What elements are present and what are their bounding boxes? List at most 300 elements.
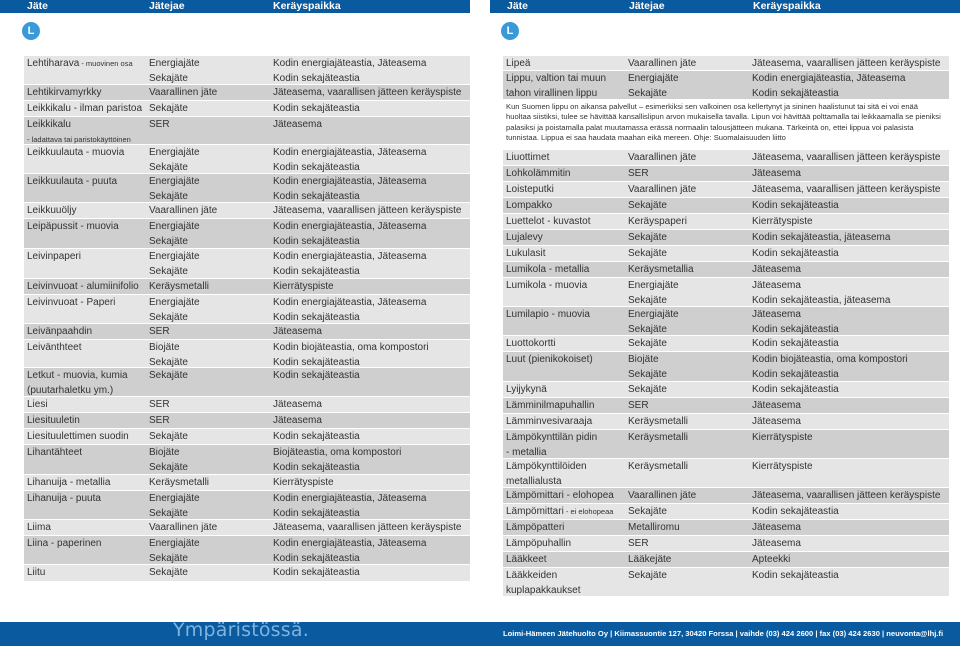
collection-point-text: Kodin energiajäteastia, Jäteasema (273, 493, 427, 504)
waste-type (628, 56, 696, 72)
waste-type-text: Sekajäte (149, 370, 188, 381)
waste-name-text: Liesituulettimen suodin (27, 431, 129, 442)
waste-type (149, 117, 170, 133)
waste-name-text: Lihanuija - puuta (27, 493, 101, 504)
waste-type-text: SER (628, 538, 649, 549)
waste-name (27, 279, 139, 295)
waste-type (149, 101, 188, 117)
waste-name-line2: tahon virallinen lippu (506, 87, 598, 99)
collection-point (273, 219, 426, 249)
collection-point-text: Kodin energiajäteastia, Jäteasema (752, 73, 906, 84)
waste-name-text: Lippu, valtion tai muun (506, 73, 607, 84)
waste-name (27, 249, 81, 265)
waste-type-text: Energiajäte (149, 538, 200, 549)
waste-type-text: Energiajäte (628, 309, 679, 320)
waste-name (27, 413, 80, 429)
collection-point (273, 445, 401, 475)
waste-type (628, 71, 679, 101)
table-row (503, 150, 949, 166)
collection-point (273, 145, 426, 175)
collection-point (752, 336, 839, 352)
table-row (503, 307, 949, 336)
table-row (24, 491, 470, 520)
collection-point-text: Kodin sekajäteastia (273, 265, 360, 277)
waste-name-text: Leivinpaperi (27, 251, 81, 262)
table-row (503, 488, 949, 504)
collection-point-text: Kodin energiajäteastia, Jäteasema (273, 221, 427, 232)
table-row (24, 324, 470, 340)
collection-point-text: Kierrätyspiste (273, 477, 334, 488)
collection-point (273, 475, 334, 491)
collection-point-text: Kodin sekajäteastia (273, 552, 360, 564)
waste-type-text: Vaarallinen jäte (149, 205, 218, 216)
header-place: Keräyspaikka (753, 0, 821, 12)
waste-type-text: SER (149, 415, 170, 426)
collection-point (752, 398, 801, 414)
brand-logo-text: Ympäristössä. (173, 619, 309, 641)
waste-name-text: Leipäpussit - muovia (27, 221, 119, 232)
waste-type-text: Sekajäte (149, 161, 188, 173)
table-row (24, 117, 470, 145)
waste-name-text: Liuottimet (506, 152, 550, 163)
waste-type-text: Sekajäte (628, 323, 667, 335)
waste-type (149, 279, 209, 295)
collection-point-text: Kodin sekajäteastia (273, 356, 360, 368)
waste-name (506, 414, 592, 430)
waste-name-text: Lumilapio - muovia (506, 309, 590, 320)
waste-name-text: Liitu (27, 567, 46, 578)
waste-type-text: Sekajäte (149, 103, 188, 114)
collection-point-text: Jäteasema, vaarallisen jätteen keräyspiste (752, 490, 941, 501)
collection-point (273, 397, 322, 413)
waste-name-qualifier: - muovinen osa (79, 59, 133, 68)
waste-name-text: Leikkuulauta - muovia (27, 147, 125, 158)
collection-point (273, 203, 461, 219)
collection-point-text: Kierrätyspiste (273, 281, 334, 292)
waste-name (506, 262, 589, 278)
collection-point (752, 552, 790, 568)
waste-type-text: Energiajäte (149, 221, 200, 232)
collection-point-text: Kodin sekajäteastia (273, 507, 360, 519)
waste-type-text: Biojäte (628, 354, 659, 365)
waste-type-text: Biojäte (149, 342, 180, 353)
waste-type (149, 324, 170, 340)
collection-point (752, 352, 908, 382)
table-row (503, 398, 949, 414)
waste-name-text: Lumikola - metallia (506, 264, 590, 275)
waste-name-text: Lumikola - muovia (506, 280, 588, 291)
collection-point-text: Kodin energiajäteastia, Jäteasema (273, 176, 427, 187)
collection-point-text: Jäteasema (752, 168, 801, 179)
table-row (24, 397, 470, 413)
waste-name-text: Lihantähteet (27, 447, 83, 458)
collection-point (752, 198, 839, 214)
table-row (24, 101, 470, 117)
collection-point (273, 295, 426, 325)
waste-name (27, 295, 115, 311)
waste-name-text: Luottokortti (506, 338, 556, 349)
table-row (24, 203, 470, 219)
collection-point (752, 166, 801, 182)
collection-point-text: Kodin sekajäteastia (273, 567, 360, 578)
waste-type (149, 397, 170, 413)
collection-point-text: Kodin sekajäteastia (752, 248, 839, 259)
waste-name (27, 536, 102, 552)
waste-name (27, 174, 117, 190)
waste-type (149, 85, 217, 101)
collection-point-text: Biojäteastia, oma kompostori (273, 447, 402, 458)
contact-info: Loimi-Hämeen Jätehuolto Oy | Kiimassuontie 127, 30420 Forssa | vaihde (03) 424 2600 | fax (03) 424 2630 | neuvonta@lhj.fi (503, 629, 944, 638)
waste-name (506, 382, 547, 398)
waste-type (628, 430, 688, 446)
letter-badge: L (22, 22, 40, 40)
waste-type (628, 504, 667, 520)
waste-name-text: Luettelot - kuvastot (506, 216, 591, 227)
collection-point-text: Kodin sekajäteastia (273, 311, 360, 323)
waste-type-text: Keräysmetalli (628, 461, 689, 472)
waste-type (149, 203, 217, 219)
waste-name (506, 198, 552, 214)
table-row (24, 536, 470, 565)
collection-point-text: Kodin sekajäteastia (273, 461, 360, 473)
waste-name-text: Lehtiharava (27, 58, 80, 69)
waste-name (506, 71, 606, 101)
collection-point (752, 71, 905, 101)
collection-point (273, 565, 360, 581)
collection-point (273, 520, 461, 536)
waste-type-text: Biojäte (149, 447, 180, 458)
waste-name (506, 166, 570, 182)
table-row (503, 246, 949, 262)
waste-name (506, 430, 597, 460)
waste-type-text: Vaarallinen jäte (628, 58, 697, 69)
collection-point-text: Jäteasema (752, 416, 801, 427)
waste-name (506, 56, 530, 72)
header-type: Jätejae (149, 0, 185, 12)
table-row (503, 520, 949, 536)
waste-name-text: Leikkikalu - ilman paristoa (27, 103, 143, 114)
collection-point (752, 459, 813, 475)
waste-type (628, 398, 649, 414)
collection-point-text: Jäteasema, vaarallisen jätteen keräyspiste (273, 87, 462, 98)
collection-point (273, 101, 360, 117)
table-row (24, 429, 470, 445)
waste-type (628, 150, 696, 166)
table-row (24, 520, 470, 536)
collection-point (752, 520, 801, 536)
collection-point (273, 324, 322, 340)
collection-point (752, 278, 890, 308)
table-row (24, 56, 470, 85)
collection-point-text: Kodin sekajäteastia (752, 338, 839, 349)
waste-name (506, 520, 564, 536)
waste-name-text: Leikkuuöljy (27, 205, 77, 216)
collection-point (752, 214, 813, 230)
waste-type-text: Sekajäte (628, 506, 667, 517)
collection-point-text: Jäteasema (752, 522, 801, 533)
waste-name-text: Lämpökynttilän pidin (506, 432, 598, 443)
waste-name (27, 475, 110, 491)
waste-type-text: SER (149, 399, 170, 410)
collection-point (273, 491, 426, 521)
waste-name-text: Lämpömittari - elohopea (506, 490, 614, 501)
table-row (503, 552, 949, 568)
collection-point-text: Kodin energiajäteastia, Jäteasema (273, 297, 427, 308)
waste-name-text: Lämminilmapuhallin (506, 400, 595, 411)
table-row (24, 85, 470, 101)
waste-type-text: Keräyspaperi (628, 216, 687, 227)
collection-point (752, 150, 940, 166)
table-row (503, 382, 949, 398)
waste-name-text: Leivinvuoat - Paperi (27, 297, 116, 308)
waste-type-text: Keräysmetalli (628, 416, 689, 427)
waste-name-text: Leikkikalu (27, 119, 71, 130)
collection-point-text: Apteekki (752, 554, 791, 565)
waste-type (149, 491, 200, 521)
waste-type (149, 475, 209, 491)
left-header-bar (0, 0, 470, 13)
collection-point-text: Kodin sekajäteastia (273, 431, 360, 442)
collection-point-text: Kodin sekajäteastia (752, 506, 839, 517)
collection-point (752, 246, 839, 262)
waste-name (27, 429, 129, 445)
table-row (503, 278, 949, 307)
waste-type-text: Energiajäte (628, 73, 679, 84)
table-row (503, 336, 949, 352)
collection-point-text: Kodin sekajäteastia (273, 161, 360, 173)
collection-point-text: Jäteasema, vaarallisen jätteen keräyspiste (752, 58, 941, 69)
waste-name (506, 488, 614, 504)
waste-name (27, 101, 142, 117)
waste-type-text: Sekajäte (149, 265, 188, 277)
collection-point-text: Kodin sekajäteastia (752, 87, 839, 99)
waste-type (628, 246, 667, 262)
waste-name-line2: - metallia (506, 446, 547, 458)
collection-point-text: Kodin energiajäteastia, Jäteasema (273, 147, 427, 158)
waste-type (149, 295, 200, 325)
waste-name (506, 150, 549, 166)
collection-point (752, 262, 801, 278)
waste-type (628, 182, 696, 198)
waste-type (149, 249, 200, 279)
collection-point-text: Jäteasema (752, 264, 801, 275)
waste-type (628, 214, 687, 230)
waste-name (506, 504, 613, 520)
collection-point-text: Jäteasema, vaarallisen jätteen keräyspiste (273, 522, 462, 533)
waste-name-text: Liima (27, 522, 51, 533)
waste-type-text: Energiajäte (149, 147, 200, 158)
waste-type (149, 368, 188, 384)
table-row (24, 445, 470, 475)
footer-bar (0, 619, 960, 646)
waste-name (27, 324, 92, 340)
collection-point-text: Kodin energiajäteastia, Jäteasema (273, 251, 427, 262)
collection-point-text: Kodin sekajäteastia, jäteasema (752, 232, 891, 243)
waste-type-text: Keräysmetalli (149, 477, 210, 488)
waste-name (27, 340, 82, 356)
waste-type (149, 429, 188, 445)
waste-name-text: Liina - paperinen (27, 538, 102, 549)
waste-name (27, 145, 124, 161)
collection-point-text: Kodin energiajäteastia, Jäteasema (273, 538, 427, 549)
collection-point-text: Kierrätyspiste (752, 461, 813, 472)
waste-type-text: Energiajäte (149, 251, 200, 262)
waste-name (506, 230, 543, 246)
waste-type (149, 340, 188, 370)
collection-point-text: Kodin sekajäteastia (273, 190, 360, 202)
table-row (503, 166, 949, 182)
waste-name-text: Lämpöpuhallin (506, 538, 572, 549)
collection-point (273, 413, 322, 429)
waste-name-text: Lehtikirvamyrkky (27, 87, 102, 98)
collection-point-text: Jäteasema, vaarallisen jätteen keräyspiste (752, 184, 941, 195)
collection-point-text: Jäteasema (273, 415, 322, 426)
waste-type-text: Vaarallinen jäte (628, 490, 697, 501)
waste-name (27, 56, 133, 72)
waste-type-text: Sekajäte (628, 338, 667, 349)
table-row (503, 198, 949, 214)
collection-point (273, 340, 429, 370)
waste-name (506, 182, 554, 198)
waste-type-text: Energiajäte (149, 176, 200, 187)
waste-type (149, 536, 200, 566)
table-row (503, 414, 949, 430)
waste-type-text: Keräysmetalli (149, 281, 210, 292)
collection-point (273, 536, 426, 566)
collection-point-text: Jäteasema (752, 400, 801, 411)
waste-type-text: Sekajäte (628, 570, 667, 581)
collection-point (752, 536, 801, 552)
waste-name (27, 368, 128, 398)
waste-type-text: Vaarallinen jäte (149, 522, 218, 533)
waste-type (628, 488, 696, 504)
table-row (24, 295, 470, 324)
waste-name (27, 117, 131, 147)
waste-name-text: Leivänpaahdin (27, 326, 93, 337)
waste-name-text: Lohkolämmitin (506, 168, 571, 179)
waste-name (27, 565, 45, 581)
waste-type (149, 520, 217, 536)
table-row (24, 475, 470, 491)
waste-type (628, 198, 667, 214)
flag-disposal-note: Kun Suomen lippu on aikansa palvellut – esimerkiksi sen valkoinen osa kellertynyt ja sininen haalistunut tai sitä ei voi enää huoltaa siistiksi, tulee se hävittää kansallislipun arvon mukaisella tavalla. Lipun voi hävittää polttamalla tai leikkaamalla se pieniksi palasiksi ja poistamalla palat muutamassa erässä normaalin talousjätteen mukana. Tärkeintä on, ettei lippua voi palasista tunnistaa. Lippua ei saa haudata maahan eikä mereen. Ohje: Suomalaisuuden liitto (506, 102, 941, 143)
collection-point (752, 230, 890, 246)
waste-type-text: Keräysmetallia (628, 264, 694, 275)
collection-point (273, 429, 360, 445)
waste-type-text: Sekajäte (149, 311, 188, 323)
collection-point-text: Jäteasema (273, 399, 322, 410)
waste-name-text: Liesi (27, 399, 48, 410)
header-waste: Jäte (507, 0, 529, 12)
collection-point (273, 368, 360, 384)
waste-type (628, 568, 667, 584)
table-row (24, 249, 470, 279)
waste-name (27, 203, 76, 219)
right-header-bar (490, 0, 960, 13)
table-row (503, 430, 949, 459)
collection-point-text: Kodin sekajäteastia (752, 200, 839, 211)
collection-point-text: Kodin energiajäteastia, Jäteasema (273, 58, 427, 69)
header-waste: Jäte (27, 0, 49, 12)
waste-type-text: Sekajäte (149, 507, 188, 519)
waste-type (149, 145, 200, 175)
table-row (503, 214, 949, 230)
waste-name-qualifier: - ladattava tai paristokäyttöinen (27, 134, 131, 144)
waste-type-text: Sekajäte (628, 248, 667, 259)
waste-name-text: Leikkuulauta - puuta (27, 176, 118, 187)
waste-type-text: Energiajäte (149, 493, 200, 504)
collection-point (273, 174, 426, 204)
waste-name (506, 336, 555, 352)
waste-name-line2: (puutarhaletku ym.) (27, 384, 114, 396)
waste-name-text: Lämpökynttilöiden (506, 461, 587, 472)
table-row (24, 279, 470, 295)
waste-name-text: Lukulasit (506, 248, 546, 259)
waste-type (149, 56, 200, 86)
waste-type-text: Sekajäte (149, 431, 188, 442)
waste-type-text: Metalliromu (628, 522, 680, 533)
waste-name (506, 568, 581, 598)
waste-name (506, 398, 594, 414)
collection-point-text: Jäteasema, vaarallisen jätteen keräyspiste (273, 205, 462, 216)
waste-type-text: Vaarallinen jäte (628, 152, 697, 163)
right-waste-table (503, 56, 949, 597)
waste-type (628, 166, 649, 182)
collection-point (273, 249, 426, 279)
waste-type (628, 307, 679, 337)
collection-point-text: Kodin biojäteastia, oma kompostori (273, 342, 429, 353)
waste-type-text: Sekajäte (628, 232, 667, 243)
table-row (24, 413, 470, 429)
waste-type (628, 262, 694, 278)
collection-point (752, 568, 839, 584)
waste-name (506, 536, 571, 552)
collection-point (752, 504, 839, 520)
waste-name-text: Lämpömittari (506, 506, 564, 517)
waste-type (628, 382, 667, 398)
header-type: Jätejae (629, 0, 665, 12)
waste-type-text: SER (628, 168, 649, 179)
collection-point-text: Kodin sekajäteastia (752, 570, 839, 581)
waste-type-text: SER (149, 119, 170, 130)
waste-name-text: Lompakko (506, 200, 553, 211)
table-row (503, 71, 949, 100)
table-row (503, 262, 949, 278)
waste-name-line2: kuplapakkaukset (506, 584, 581, 596)
waste-type-text: Sekajäte (149, 552, 188, 564)
waste-type-text: Sekajäte (628, 368, 667, 380)
waste-type (628, 352, 667, 382)
waste-name-text: Lujalevy (506, 232, 543, 243)
collection-point-text: Kodin sekajäteastia (273, 235, 360, 247)
waste-type (628, 278, 679, 308)
waste-type-text: Sekajäte (149, 72, 188, 84)
waste-type-text: Sekajäte (149, 356, 188, 368)
table-row (24, 368, 470, 397)
waste-name-text: Letkut - muovia, kumia (27, 370, 128, 381)
table-row (503, 459, 949, 488)
collection-point (752, 430, 813, 446)
waste-type (628, 552, 671, 568)
collection-point (273, 117, 322, 133)
waste-type-text: Sekajäte (149, 235, 188, 247)
collection-point-text: Jäteasema (752, 538, 801, 549)
waste-type-text: Sekajäte (628, 294, 667, 306)
waste-name (27, 491, 101, 507)
table-row (24, 174, 470, 203)
waste-type (628, 536, 649, 552)
waste-name (506, 459, 587, 489)
